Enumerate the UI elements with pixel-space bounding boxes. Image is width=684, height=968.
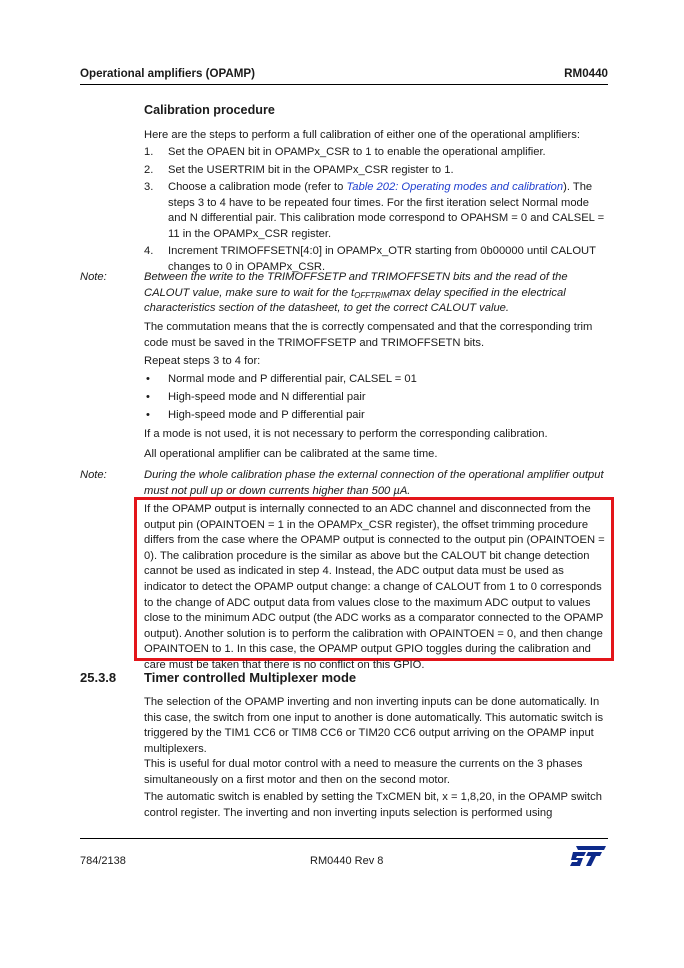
step-1	[144, 145, 608, 163]
bullet-text: High-speed mode and N differential pair	[168, 391, 366, 403]
st-logo-icon	[570, 846, 606, 866]
header-document-id: RM0440	[564, 67, 608, 80]
list-item	[144, 408, 608, 426]
page-number: 784/2138	[80, 855, 126, 867]
bullet-text: Normal mode and P differential pair, CALSEL = 01	[168, 373, 417, 385]
header-divider	[80, 84, 608, 85]
note-text-part: max delay specified in the electrical characteristics section of the datasheet, to get the correct CALOUT value.	[144, 286, 566, 315]
step-2	[144, 163, 608, 180]
note-label: Note:	[80, 271, 107, 283]
step-number: 3.	[144, 181, 154, 193]
footer-divider	[80, 838, 608, 839]
step-text: Increment TRIMOFFSETN[4:0] in OPAMPx_OTR starting from 0b00000 until CALOUT changes to 0 in OPAMPx_CSR.	[168, 245, 596, 273]
note-current-text: During the whole calibration phase the external connection of the operational amplifier output must not pull up or down currents higher than 500 µA.	[144, 469, 604, 497]
bullet-text: High-speed mode and P differential pair	[168, 409, 365, 421]
section-title: Timer controlled Multiplexer mode	[144, 670, 357, 685]
note-label: Note:	[80, 469, 107, 481]
step-text-after: ). The steps 3 to 4 have to be repeated four times. For the first iteration select Normal mode and N differential pair. This calibration mode correspond to OPAHSM = 0 and CALSEL = 11 in the OPAMPx_CSR register.	[168, 181, 605, 240]
bullet-glyph: •	[146, 391, 150, 403]
calibration-steps-list	[144, 145, 608, 275]
list-item	[144, 390, 608, 408]
bullet-glyph: •	[146, 409, 150, 421]
repeat-steps-text: Repeat steps 3 to 4 for:	[144, 355, 261, 367]
note-subscript: OFFTRIM	[354, 290, 390, 300]
calibration-intro: Here are the steps to perform a full calibration of either one of the operational amplifiers:	[144, 129, 580, 141]
multiplexer-paragraph-3: The automatic switch is enabled by setting the TxCMEN bit, x = 1,8,20, in the OPAMP switch control register. The inverting and non inverting inputs selection is performed using	[144, 791, 602, 819]
section-number: 25.3.8	[80, 670, 117, 685]
calibration-heading: Calibration procedure	[144, 103, 275, 117]
note-text-part: Between the write to the TRIMOFFSETP and TRIMOFFSETN bits and the read of the CALOUT value, make sure to wait for the t	[144, 271, 568, 299]
same-time-text: All operational amplifier can be calibrated at the same time.	[144, 448, 438, 460]
table-202-link[interactable]: Table 202: Operating modes and calibration	[346, 181, 564, 193]
mode-bullet-list	[144, 372, 608, 426]
step-number: 4.	[144, 245, 154, 257]
header-section-title: Operational amplifiers (OPAMP)	[80, 67, 256, 80]
bullet-glyph: •	[146, 373, 150, 385]
step-number: 1.	[144, 146, 154, 158]
step-3	[144, 180, 608, 244]
commutation-paragraph: The commutation means that the is correctly compensated and that the corresponding trim code must be saved in the TRIMOFFSETP and TRIMOFFSETN bits.	[144, 321, 593, 349]
unused-mode-text: If a mode is not used, it is not necessary to perform the corresponding calibration.	[144, 428, 548, 440]
list-item	[144, 372, 608, 390]
multiplexer-paragraph-1: The selection of the OPAMP inverting and non inverting inputs can be done automatically. In this case, the switch from one input to another is done automatically. This automatic switch is triggered by the TIM1 CC6 or TIM8 CC6 or TIM20 CC6 output arriving on the OPAMP input multiplexers.	[144, 696, 604, 755]
step-text-before: Choose a calibration mode (refer to	[168, 181, 347, 193]
document-revision: RM0440 Rev 8	[310, 855, 384, 867]
note-timing-text	[144, 270, 608, 317]
step-text: Set the OPAEN bit in OPAMPx_CSR to 1 to enable the operational amplifier.	[168, 146, 546, 158]
multiplexer-paragraph-2: This is useful for dual motor control with a need to measure the currents on the 3 phases simultaneously on a first motor and then on the second motor.	[144, 758, 583, 786]
step-text: Set the USERTRIM bit in the OPAMPx_CSR register to 1.	[168, 164, 454, 176]
adc-calibration-paragraph: If the OPAMP output is internally connected to an ADC channel and disconnected from the output pin (OPAINTOEN = 1 in the OPAMPx_CSR register), the offset trimming procedure differs from the case where the OPAMP output is connected to the output pin (OPAINTOEN = 0). The calibration procedure is the similar as above but the CALOUT bit change detection cannot be used as indicated in step 4. Instead, the ADC output data must be used as indicator to detect the OPAMP output change: a change of CALOUT from 1 to 0 corresponds to the change of ADC output data from values close to the maximum ADC output to values close to the minimum ADC output (the ADC works as a comparator connected to the OPAMP output). Another solution is to perform the calibration with OPAINTOEN = 0, and then change OPAINTOEN to 1. In this case, the OPAMP output GPIO toggles during the calibration and care must be taken that there is no conflict on this GPIO.	[144, 503, 605, 671]
step-number: 2.	[144, 164, 154, 176]
